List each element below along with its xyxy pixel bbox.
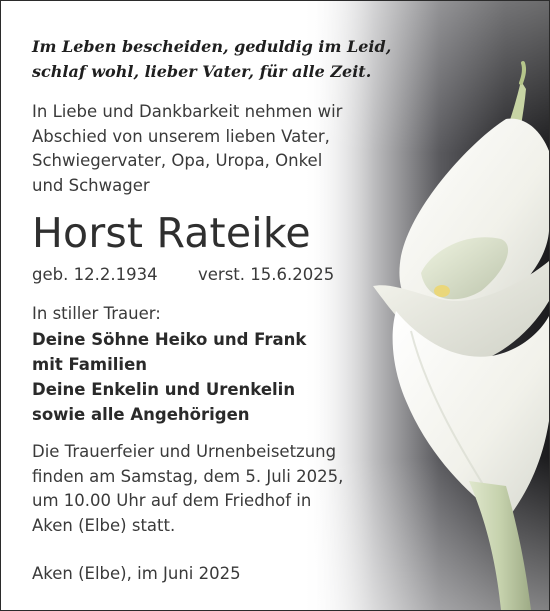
mourning-label: In stiller Trauer: [32,304,161,323]
mourner-line: sowie alle Angehörigen [32,405,250,424]
poem-line: Im Leben bescheiden, geduldig im Leid, [32,37,392,56]
service-line: um 10.00 Uhr auf dem Friedhof in [32,491,312,510]
service-line: Die Trauerfeier und Urnenbeisetzung [32,442,337,461]
mourner-line: Deine Söhne Heiko und Frank [32,330,307,349]
intro-line: und Schwager [32,175,150,195]
service-details [32,440,343,538]
service-line: Aken (Elbe) statt. [32,515,176,535]
death-date: verst. 15.6.2025 [198,265,335,284]
service-line: finden am Samstag, dem 5. Juli 2025, [32,466,344,486]
mourner-line: mit Familien [32,355,148,374]
birth-date: geb. 12.2.1934 [32,265,158,284]
intro-line: In Liebe und Dankbarkeit nehmen wir [32,102,343,121]
intro-line: Schwiegervater, Opa, Uropa, Onkel [32,151,323,170]
memorial-poem [32,34,391,84]
life-dates [32,263,334,287]
deceased-name: Horst Rateike [32,209,311,257]
poem-line: schlaf wohl, lieber Vater, für alle Zeit. [32,62,372,81]
mourner-line: Deine Enkelin und Urenkelin [32,380,296,399]
intro-line: Abschied von unserem lieben Vater, [32,126,330,146]
mourners-list [32,327,306,427]
intro-paragraph [32,100,342,198]
place-and-date: Aken (Elbe), im Juni 2025 [32,564,241,583]
